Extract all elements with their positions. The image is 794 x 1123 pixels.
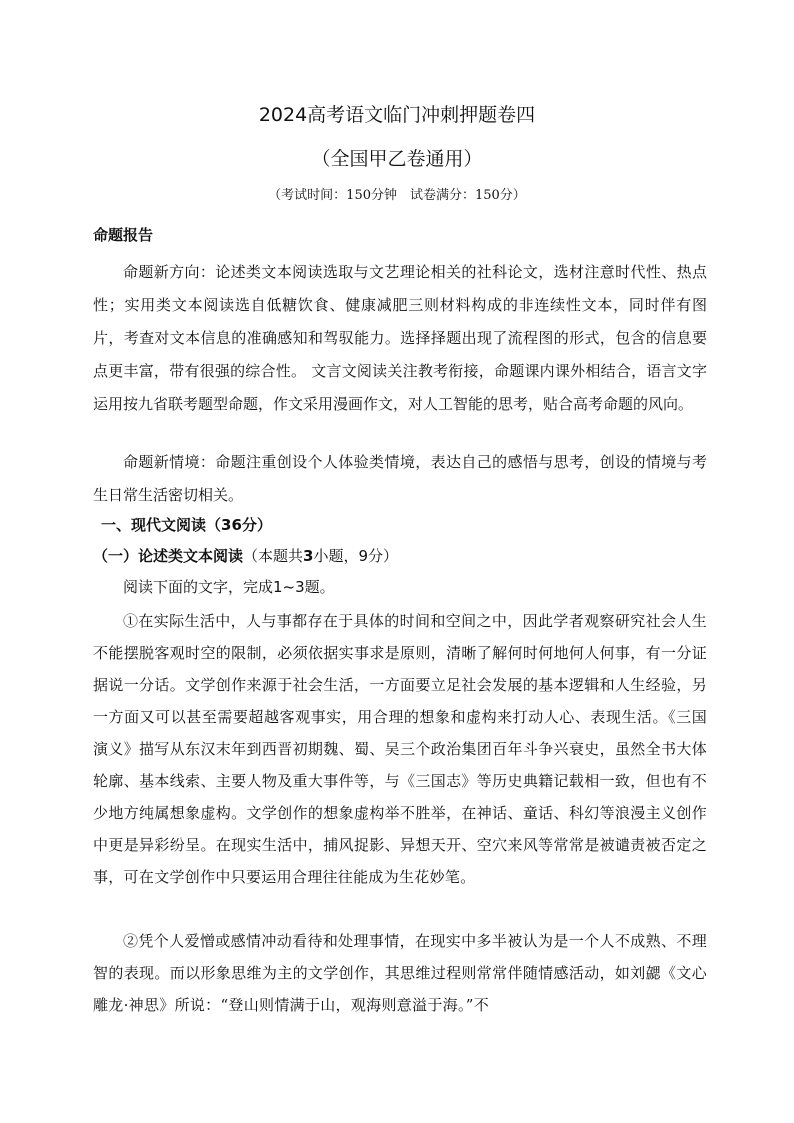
subsection-title: 论述类文本阅读 [138,547,244,565]
passage-paragraph-2: ②凭个人爱憎或感情冲动看待和处理事情，在现实中多半被认为是一个人不成熟、不理智的表现。而以形象思维为主的文学创作，其思维过程则常常伴随情感活动，如刘勰《文心雕龙·神思》所说：“登山则情满于山，观海则意溢于海。”不 [93,932,707,1014]
subsection-note-prefix: （本题共 [243,547,304,565]
exam-info: （考试时间：150分钟 试卷满分：150分） [268,188,526,203]
section-heading: 一、现代文阅读（36分） [101,516,272,534]
passage-paragraph-1: ①在实际生活中，人与事都存在于具体的时间和空间之中，因此学者观察研究社会人生不能摆脱客观时空的限制，必须依据实事求是原则，清晰了解何时何地何人何事，有一分证据说一分话。文学创作来源于社会生活，一方面要立足社会发展的基本逻辑和人生经验，另一方面又可以甚至需要超越客观事实，用合理的想象和虚构来打动人心、表现生活。《三国演义》描写从东汉末年到西晋初期魏、蜀、吴三个政治集团百年斗争兴衰史，虽然全书大体轮廓、基本线索、主要人物及重大事件等，与《三国志》等历史典籍记载相一致，但也有不少地方纯属想象虚构。文学创作的想象虚构举不胜举，在神话、童话、科幻等浪漫主义创作中更是异彩纷呈。在现实生活中，捕风捉影、异想天开、空穴来风等常常是被谴责被否定之事，可在文学创作中只要运用合理往往能成为生花妙笔。 [93,612,707,886]
subsection-label: （一） [93,547,139,565]
subsection-heading [93,543,398,569]
report-situation-paragraph [93,446,707,512]
report-label: 命题报告 [93,226,154,244]
situation-prefix: 命题新情境： [123,453,216,471]
subsection-note-suffix: 小题，9分） [313,547,399,565]
report-direction-paragraph [93,256,707,421]
direction-prefix: 命题新方向： [123,263,216,281]
situation-text: 命题注重创设个人体验类情境，表达自己的感悟与思考，创设的情境与考生日常生活密切相关。 [93,453,707,504]
subsection-note-count: 3 [303,547,314,565]
reading-instruction: 阅读下面的文字，完成1~3题。 [123,578,335,596]
document-title: 2024高考语文临门冲刺押题卷四 [258,104,536,126]
direction-text: 论述类文本阅读选取与文艺理论相关的社科论文，选材注意时代性、热点性；实用类文本阅读选自低糖饮食、健康减肥三则材料构成的非连续性文本，同时伴有图片，考查对文本信息的准确感知和驾驭能力。选择择题出现了流程图的形式，包含的信息要点更丰富，带有很强的综合性。 文言文阅读关注教考衔接，命题课内课外相结合，语言文字运用按九省联考题型命题，作文采用漫画作文，对人工智能的思考，贴合高考命题的风向。 [93,263,707,413]
document-subtitle: （全国甲乙卷通用） [311,148,483,170]
